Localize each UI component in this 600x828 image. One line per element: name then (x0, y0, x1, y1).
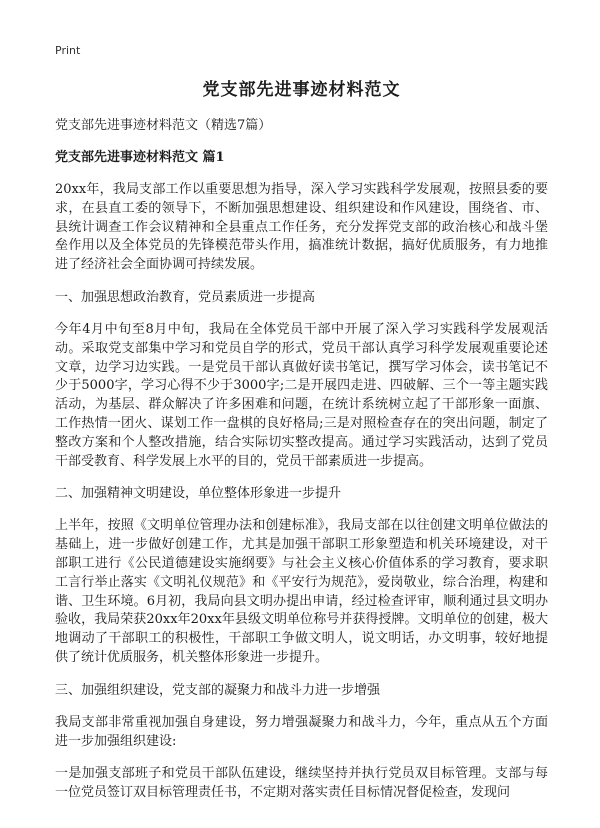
print-link[interactable]: Print (55, 44, 81, 57)
civilization-paragraph: 上半年，按照《文明单位管理办法和创建标准》，我局支部在以往创建文明单位做法的基础上，进一步做好创建工作，尤其是加强干部职工形象塑造和机关环境建设，对干部职工进行《公民道德建设实施纲要》与社会主义核心价值体系的学习教育，要求职工言行举止落实《文明礼仪规范》和《平安行为规范》，爱岗敬业，综合治理，构建和谐、卫生环境。6月初，我局向县文明办提出申请，经过检查评审，顺利通过县文明办验收，我局荣获20xx年20xx年县级文明单位称号并获得授牌。文明单位的创建，极大地调动了干部职工的积极性，干部职工争做文明人，说文明话，办文明事，较好地提供了统计优质服务，机关整体形象进一步提升。 (55, 518, 548, 665)
organization-detail-paragraph: 一是加强支部班子和党员干部队伍建设，继续坚持并执行党员双目标管理。支部与每一位党员签订双目标管理责任书，不定期对落实责任目标情况督促检查，发现问 (55, 766, 548, 801)
organization-paragraph: 我局支部非常重视加强自身建设，努力增强凝聚力和战斗力，今年，重点从五个方面进一步加强组织建设: (55, 714, 548, 749)
ideology-paragraph: 今年4月中旬至8月中旬，我局在全体党员干部中开展了深入学习实践科学发展观活动。采取党支部集中学习和党员自学的形式，党员干部认真学习科学发展观重要论述文章，边学习边实践。一是党员干部认真做好读书笔记，撰写学习体会，读书笔记不少于5000字，学习心得不少于3000字;二是开展四走进、四破解、三个一等主题实践活动，为基层、群众解决了许多困难和问题，在统计系统树立起了干部形象一面旗、工作热情一团火、谋划工作一盘棋的良好格局;三是对照检查存在的突出问题，制定了整改方案和个人整改措施，结合实际切实整改提高。通过学习实践活动，达到了党员干部受教育、科学发展上水平的目的，党员干部素质进一步提高。 (55, 321, 548, 469)
document-subtitle: 党支部先进事迹材料范文（精选7篇） (55, 118, 272, 133)
section-heading: 党支部先进事迹材料范文 篇1 (55, 150, 225, 165)
page-title: 党支部先进事迹材料范文 (202, 80, 401, 100)
sub-heading-organization: 三、加强组织建设，党支部的凝聚力和战斗力进一步增强 (55, 682, 381, 698)
intro-paragraph: 20xx年，我局支部工作以重要思想为指导，深入学习实践科学发展观，按照县委的要求，在县直工委的领导下，不断加强思想建设、组织建设和作风建设，围绕省、市、县统计调查工作会议精神和全县重点工作任务，充分发挥党支部的政治核心和战斗堡垒作用以及全体党员的先锋模范带头作用，搞准统计数据，搞好优质服务，有力地推进了经济社会全面协调可持续发展。 (55, 182, 548, 273)
sub-heading-civilization: 二、加强精神文明建设，单位整体形象进一步提升 (55, 486, 342, 502)
sub-heading-ideology: 一、加强思想政治教育，党员素质进一步提高 (55, 289, 316, 305)
